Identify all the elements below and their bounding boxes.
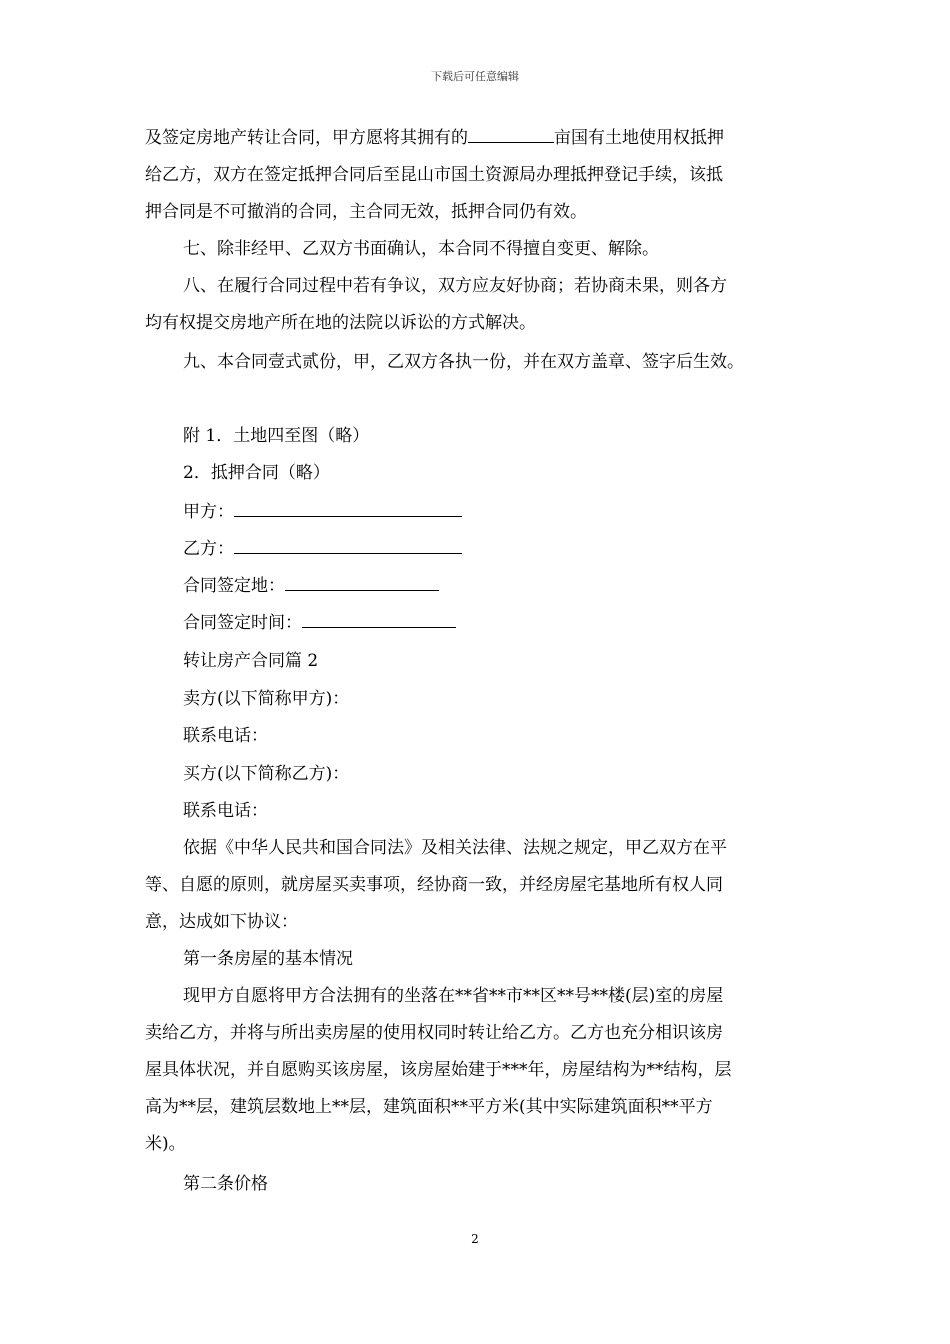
intro-line-3: 意，达成如下协议： [145,912,298,932]
article-1-line-3: 屋具体状况，并自愿购买该房屋，该房屋始建于***年，房屋结构为**结构，层 [145,1060,732,1080]
contract2-title: 转让房产合同篇 2 [183,651,319,671]
clause-6-text-a: 及签定房地产转让合同，甲方愿将其拥有的 [145,128,468,148]
clause-9: 九、本合同壹式贰份，甲，乙双方各执一份，并在双方盖章、签字后生效。 [183,352,744,372]
article-1-title: 第一条房屋的基本情况 [183,949,353,969]
time-label: 合同签定时间： [183,613,302,633]
party-b-label: 乙方： [183,539,234,559]
attachment-2: 2．抵押合同（略） [183,463,330,483]
signature-time [183,605,863,642]
clause-6-line-1 [145,120,825,157]
signature-party-a [183,494,863,531]
buyer-line: 买方(以下简称乙方)： [183,764,350,784]
article-1-line-2: 卖给乙方，并将与所出卖房屋的使用权同时转让给乙方。乙方也充分相识该房 [145,1023,723,1043]
clause-6-line-3: 押合同是不可撤消的合同，主合同无效，抵押合同仍有效。 [145,202,587,222]
signature-place [183,568,863,605]
clause-8-line-2: 均有权提交房地产所在地的法院以诉讼的方式解决。 [145,313,536,333]
signature-party-b [183,531,863,568]
place-blank [285,572,439,591]
clause-6-line-2: 给乙方，双方在签定抵押合同后至昆山市国土资源局办理抵押登记手续，该抵 [145,165,723,185]
article-2-title: 第二条价格 [183,1174,268,1194]
buyer-phone: 联系电话： [183,801,268,821]
party-a-label: 甲方： [183,502,234,522]
party-a-blank [234,498,462,517]
article-1-line-5: 米)。 [145,1134,186,1154]
attachment-1: 附 1．土地四至图（略） [183,426,370,446]
time-blank [302,609,456,628]
article-1-line-1: 现甲方自愿将甲方合法拥有的坐落在**省**市**区**号**楼(层)室的房屋 [183,986,724,1006]
intro-line-1: 依据《中华人民共和国合同法》及相关法律、法规之规定，甲乙双方在平 [183,838,727,858]
area-blank [468,124,554,143]
clause-6-text-b: 亩国有土地使用权抵押 [554,128,724,148]
page-number: 2 [471,1232,479,1246]
seller-phone: 联系电话： [183,726,268,746]
party-b-blank [234,535,462,554]
intro-line-2: 等、自愿的原则，就房屋买卖事项，经协商一致，并经房屋宅基地所有权人同 [145,875,723,895]
seller-line: 卖方(以下简称甲方)： [183,689,350,709]
clause-7: 七、除非经甲、乙双方书面确认，本合同不得擅自变更、解除。 [183,239,659,259]
article-1-line-4: 高为**层，建筑层数地上**层，建筑面积**平方米(其中实际建筑面积**平方 [145,1097,713,1117]
page-header: 下载后可任意编辑 [431,70,519,83]
place-label: 合同签定地： [183,576,285,596]
clause-8-line-1: 八、在履行合同过程中若有争议，双方应友好协商；若协商未果，则各方 [183,276,727,296]
